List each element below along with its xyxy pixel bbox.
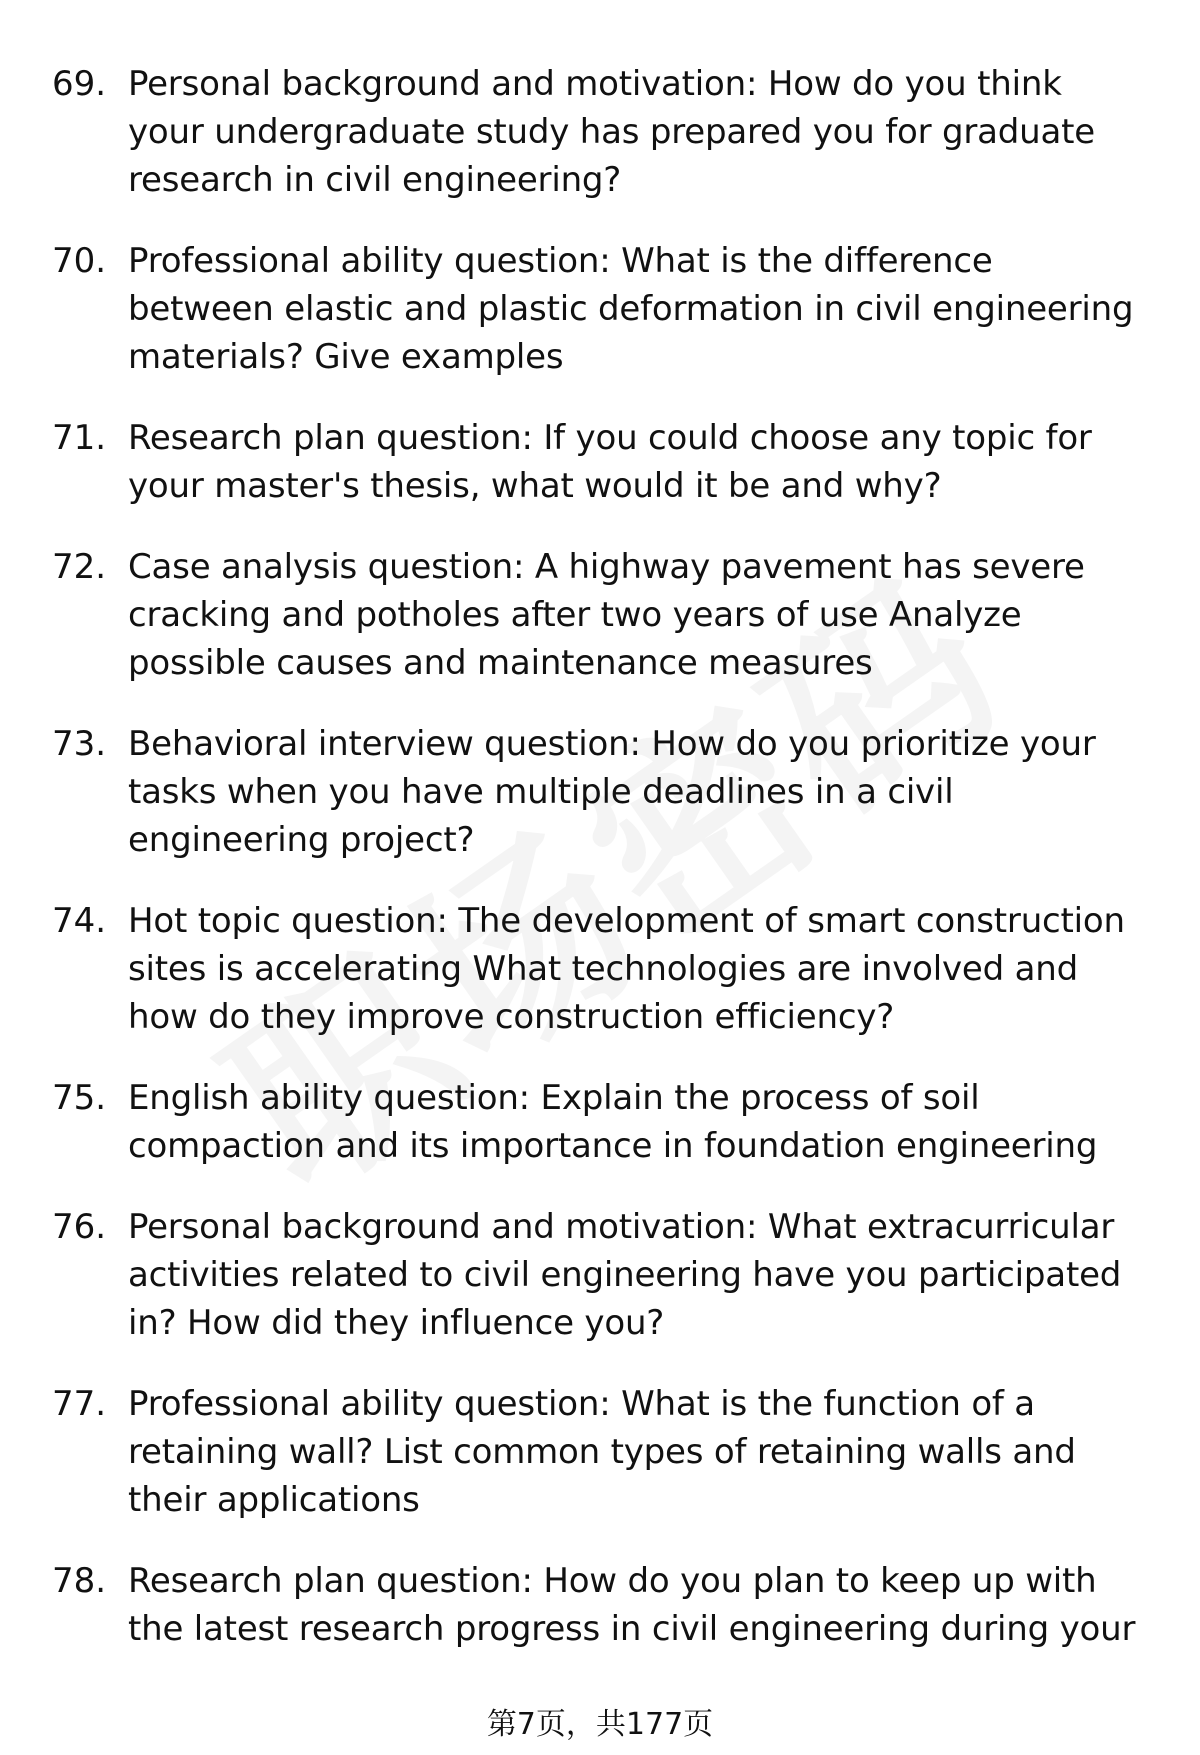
question-item (0, 1203, 1200, 1347)
question-text: Research plan question: If you could choose any topic for your master's thesis, what would it be and why? (128, 418, 1092, 506)
question-item (0, 897, 1200, 1041)
question-number: 76. (52, 1207, 107, 1247)
question-item (0, 1557, 1200, 1653)
question-item (0, 1380, 1200, 1524)
question-text: English ability question: Explain the process of soil compaction and its importance in foundation engineering (128, 1078, 1098, 1166)
question-number: 72. (52, 547, 107, 587)
question-number: 77. (52, 1384, 107, 1424)
question-item (0, 414, 1200, 510)
question-text: Professional ability question: What is the difference between elastic and plastic deformation in civil engineering materials? Give examples (128, 241, 1134, 377)
question-number: 69. (52, 64, 107, 104)
question-text: Personal background and motivation: What extracurricular activities related to civil engineering have you participated in? How did they influence you? (128, 1207, 1122, 1343)
question-item (0, 237, 1200, 381)
question-number: 73. (52, 724, 107, 764)
question-number: 74. (52, 901, 107, 941)
question-text: Personal background and motivation: How do you think your undergraduate study has prepared you for graduate research in civil engineering? (128, 64, 1095, 200)
page-number-footer: 第7页，共177页 (0, 1705, 1200, 1745)
question-item (0, 60, 1200, 204)
question-text: Professional ability question: What is the function of a retaining wall? List common types of retaining walls and their applications (128, 1384, 1076, 1520)
question-number: 71. (52, 418, 107, 458)
question-number: 70. (52, 241, 107, 281)
question-item (0, 543, 1200, 687)
question-text: Case analysis question: A highway pavement has severe cracking and potholes after two years of use Analyze possible causes and maintenance measures (128, 547, 1085, 683)
question-item (0, 720, 1200, 864)
question-list (0, 60, 1200, 1686)
question-text: Research plan question: How do you plan to keep up with the latest research progress in civil engineering during your (128, 1561, 1136, 1649)
question-text: Behavioral interview question: How do you prioritize your tasks when you have multiple deadlines in a civil engineering project? (128, 724, 1096, 860)
question-number: 78. (52, 1561, 107, 1601)
question-number: 75. (52, 1078, 107, 1118)
question-text: Hot topic question: The development of smart construction sites is accelerating What technologies are involved and how do they improve construction efficiency? (128, 901, 1125, 1037)
question-item (0, 1074, 1200, 1170)
